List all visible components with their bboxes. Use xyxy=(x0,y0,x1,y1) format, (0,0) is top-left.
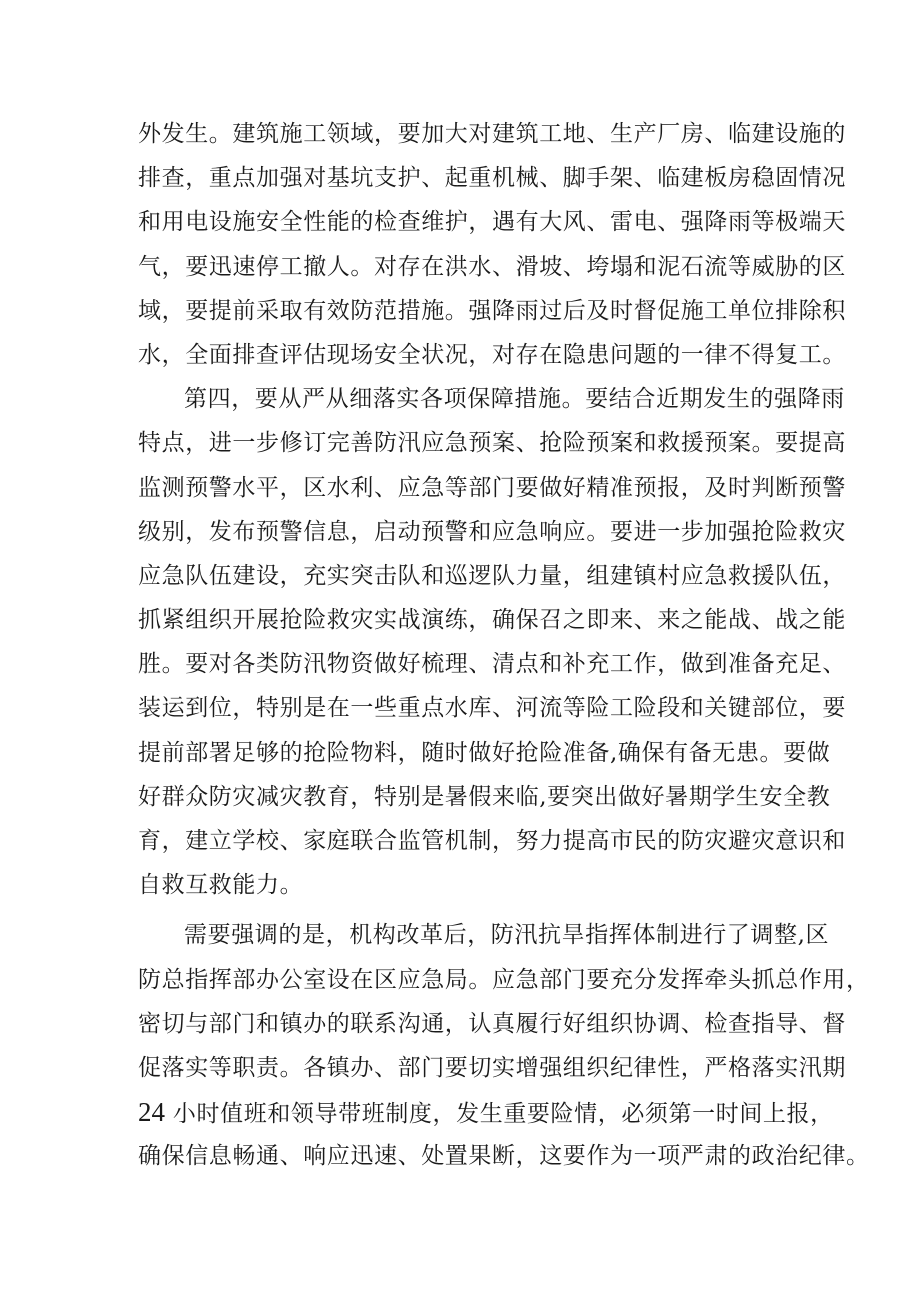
text-line: 育，建立学校、家庭联合监管机制，努力提高市民的防灾避灾意识和 xyxy=(138,828,846,854)
document-body xyxy=(138,112,870,1179)
paragraph-fourth-measures xyxy=(138,377,846,907)
text-line: 确保信息畅通、响应迅速、处置果断，这要作为一项严肃的政治纪律。 xyxy=(138,1143,870,1170)
duty-hours-text: 小时值班和领导带班制度，发生重要险情，必须第一时间上报， xyxy=(172,1101,834,1128)
text-line: 域，要提前采取有效防范措施。强降雨过后及时督促施工单位排除积 xyxy=(138,297,846,324)
text-line: 外发生。建筑施工领域，要加大对建筑工地、生产厂房、临建设施的 xyxy=(138,121,846,147)
text-line: 装运到位，特别是在一些重点水库、河流等险工险段和关键部位，要 xyxy=(138,695,846,722)
text-line: 防总指挥部办公室设在区应急局。应急部门要充分发挥牵头抓总作用， xyxy=(138,966,870,993)
duty-hours-number: 24 xyxy=(138,1097,165,1128)
text-line: 排查，重点加强对基坑支护、起重机械、脚手架、临建板房稳固情况 xyxy=(138,165,846,192)
text-line: 应急队伍建设，充实突击队和巡逻队力量，组建镇村应急救援队伍， xyxy=(138,562,846,589)
text-line: 第四，要从严从细落实各项保障措施。要结合近期发生的强降雨 xyxy=(184,386,845,413)
text-line-with-number xyxy=(138,1090,834,1134)
text-line: 自救互救能力。 xyxy=(138,872,304,899)
text-line: 提前部署足够的抢险物料，随时做好抢险准备,确保有备无患。要做 xyxy=(138,739,831,766)
text-line: 水，全面排查评估现场安全状况，对存在隐患问题的一律不得复工。 xyxy=(138,341,846,368)
paragraph-construction-safety xyxy=(138,112,846,377)
text-line: 胜。要对各类防汛物资做好梳理、清点和补充工作，做到准备充足、 xyxy=(138,651,846,678)
text-line: 抓紧组织开展抢险救灾实战演练，确保召之即来、来之能战、战之能 xyxy=(138,607,846,634)
text-line: 级别，发布预警信息，启动预警和应急响应。要进一步加强抢险救灾 xyxy=(138,518,846,545)
text-line: 促落实等职责。各镇办、部门要切实增强组织纪律性，严格落实汛期 xyxy=(138,1054,846,1081)
text-line: 密切与部门和镇办的联系沟通，认真履行好组织协调、检查指导、督 xyxy=(138,1010,846,1037)
paragraph-emphasis xyxy=(138,913,870,1178)
text-line: 监测预警水平，区水利、应急等部门要做好精准预报，及时判断预警 xyxy=(138,474,846,501)
text-line: 好群众防灾减灾教育，特别是暑假来临,要突出做好暑期学生安全教 xyxy=(138,783,831,810)
text-line: 和用电设施安全性能的检查维护，遇有大风、雷电、强降雨等极端天 xyxy=(138,209,846,236)
text-line: 需要强调的是，机构改革后，防汛抗旱指挥体制进行了调整,区 xyxy=(184,922,830,949)
text-line: 气，要迅速停工撤人。对存在洪水、滑坡、垮塌和泥石流等威胁的区 xyxy=(138,253,846,280)
text-line: 特点，进一步修订完善防汛应急预案、抢险预案和救援预案。要提高 xyxy=(138,430,846,457)
